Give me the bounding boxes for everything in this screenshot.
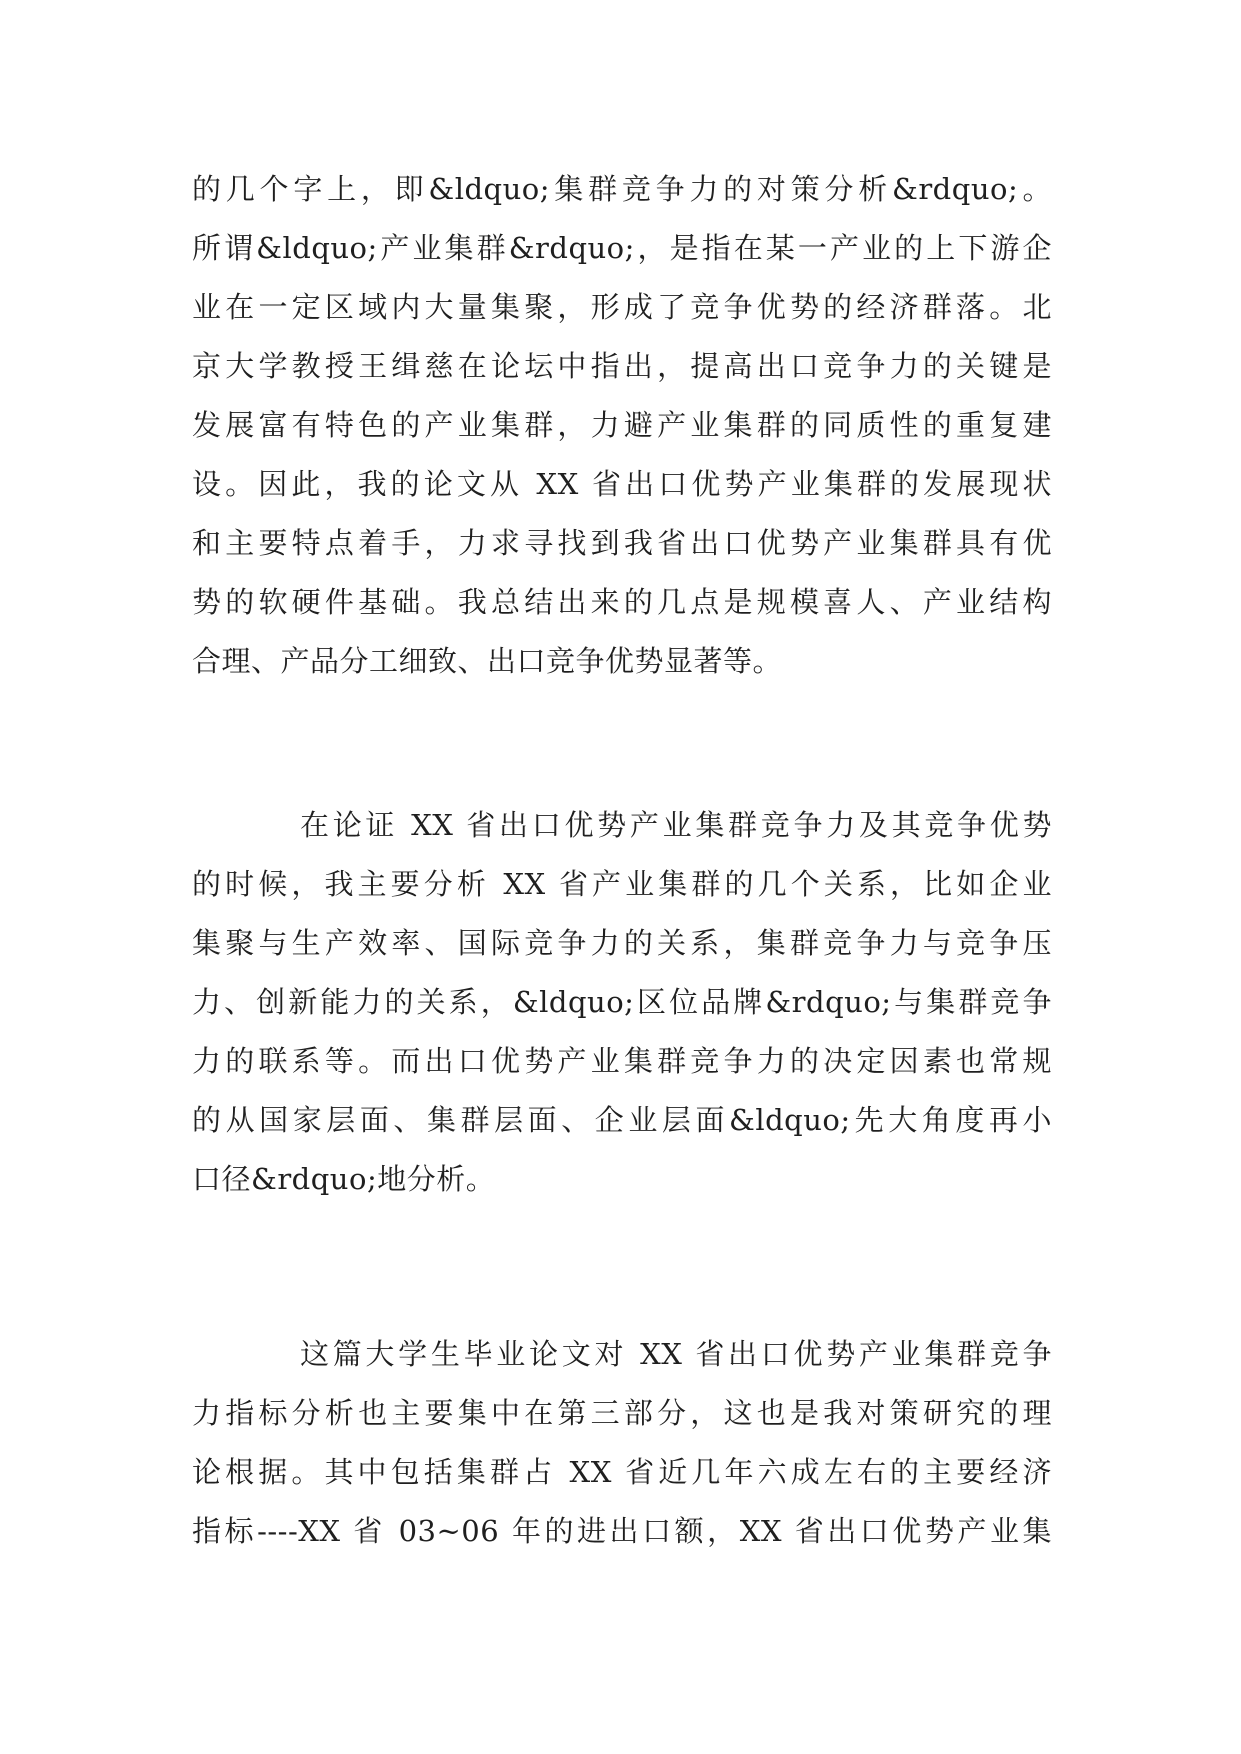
text-line: 所谓&ldquo;产业集群&rdquo;，是指在某一产业的上下游企 xyxy=(192,231,1052,265)
text-line: 力的联系等。而出口优势产业集群竞争力的决定因素也常规 xyxy=(192,1044,1052,1078)
text-line: 指标----XX 省 03~06 年的进出口额，XX 省出口优势产业集 xyxy=(192,1514,1052,1548)
text-line: 合理、产品分工细致、出口竞争优势显著等。 xyxy=(192,644,783,678)
text-line: 的几个字上，即&ldquo;集群竞争力的对策分析&rdquo;。 xyxy=(192,172,1052,206)
text-line: 京大学教授王缉慈在论坛中指出，提高出口竞争力的关键是 xyxy=(192,349,1052,383)
paragraph-3 xyxy=(192,1325,1052,1561)
text-line: 设。因此，我的论文从 XX 省出口优势产业集群的发展现状 xyxy=(192,467,1052,501)
text-line: 力指标分析也主要集中在第三部分，这也是我对策研究的理 xyxy=(192,1396,1052,1430)
text-line: 口径&rdquo;地分析。 xyxy=(192,1162,496,1196)
text-line: 力、创新能力的关系，&ldquo;区位品牌&rdquo;与集群竞争 xyxy=(192,985,1052,1019)
text-line: 业在一定区域内大量集聚，形成了竞争优势的经济群落。北 xyxy=(192,290,1052,324)
paragraph-2 xyxy=(192,796,1052,1209)
text-line: 论根据。其中包括集群占 XX 省近几年六成左右的主要经济 xyxy=(192,1455,1052,1489)
text-line: 发展富有特色的产业集群，力避产业集群的同质性的重复建 xyxy=(192,408,1052,442)
text-line: 集聚与生产效率、国际竞争力的关系，集群竞争力与竞争压 xyxy=(192,926,1052,960)
text-line: 和主要特点着手，力求寻找到我省出口优势产业集群具有优 xyxy=(192,526,1052,560)
text-line: 的时候，我主要分析 XX 省产业集群的几个关系，比如企业 xyxy=(192,867,1052,901)
text-line: 这篇大学生毕业论文对 XX 省出口优势产业集群竞争 xyxy=(300,1337,1052,1371)
text-line: 势的软硬件基础。我总结出来的几点是规模喜人、产业结构 xyxy=(192,585,1052,619)
paragraph-1 xyxy=(192,160,1052,691)
text-line: 在论证 XX 省出口优势产业集群竞争力及其竞争优势 xyxy=(300,808,1052,842)
text-line: 的从国家层面、集群层面、企业层面&ldquo;先大角度再小 xyxy=(192,1103,1052,1137)
